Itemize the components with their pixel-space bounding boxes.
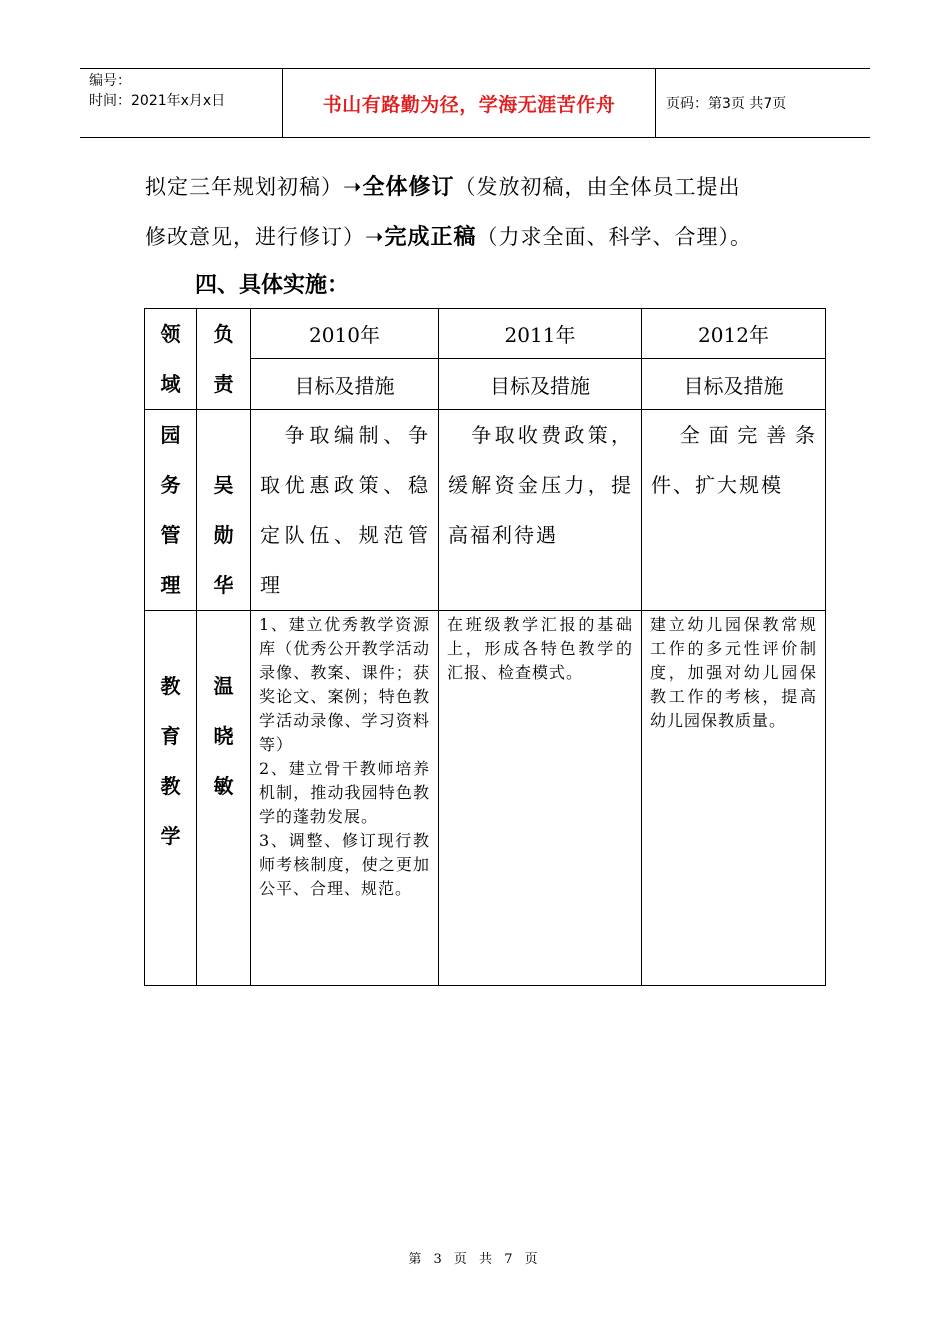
field-char: 务 — [160, 473, 181, 497]
goal-2012-cell: 全面完善条件、扩大规模 — [642, 410, 826, 611]
goal-2011-cell: 在班级教学汇报的基础上，形成各特色教学的汇报、检查模式。 — [439, 611, 642, 986]
arrow-icon: ➝ — [365, 225, 385, 250]
field-cell — [145, 611, 197, 986]
person-char — [197, 410, 250, 460]
person-char: 温 — [213, 674, 234, 698]
field-cell — [145, 410, 197, 611]
page-footer: 第 3 页 共 7 页 — [408, 1252, 542, 1267]
person-char: 负 — [213, 322, 234, 346]
page-header — [80, 68, 870, 138]
emphasis-final: 完成正稿 — [384, 225, 477, 250]
field-char: 教 — [160, 674, 181, 698]
field-char: 理 — [160, 573, 181, 597]
section-title: 四、具体实施： — [195, 273, 350, 298]
field-char: 领 — [160, 322, 181, 346]
person-char: 责 — [213, 372, 234, 396]
text-span: （发放初稿，由全体员工提出 — [454, 175, 741, 199]
list-item: 1、建立优秀教学资源库（优秀公开教学活动录像、教案、课件；获奖论文、案例；特色教学活动录像、学习资料等） — [259, 615, 430, 754]
implementation-table — [144, 308, 826, 986]
header-person — [197, 309, 251, 410]
arrow-icon: ➝ — [343, 175, 363, 200]
person-char: 敏 — [213, 774, 234, 798]
paragraph-line-1 — [145, 170, 825, 201]
text-span: （力求全面、科学、合理）。 — [476, 225, 752, 249]
goal-2010-cell: 争取编制、争取优惠政策、稳定队伍、规范管理 — [251, 410, 439, 611]
field-char: 管 — [160, 523, 181, 547]
paragraph-line-2 — [145, 220, 825, 251]
field-char: 教 — [160, 774, 181, 798]
person-char: 勋 — [213, 523, 234, 547]
field-char — [145, 611, 196, 661]
field-char: 育 — [160, 724, 181, 748]
year-2012: 2012年 — [642, 309, 826, 359]
person-char — [197, 611, 250, 661]
person-cell — [197, 410, 251, 611]
header-meta — [80, 69, 282, 137]
text-span: 拟定三年规划初稿） — [145, 175, 343, 199]
goal-label: 目标及措施 — [251, 359, 439, 410]
list-item: 2、建立骨干教师培养机制，推动我园特色教学的蓬勃发展。 — [259, 759, 430, 826]
header-motto: 书山有路勤为径，学海无涯苦作舟 — [282, 69, 656, 137]
goal-2011-cell: 争取收费政策，缓解资金压力，提高福利待遇 — [439, 410, 642, 611]
year-2011: 2011年 — [439, 309, 642, 359]
field-char: 园 — [160, 423, 181, 447]
field-char: 学 — [160, 824, 181, 848]
header-page-label: 页码：第3页 共7页 — [666, 96, 787, 112]
header-field — [145, 309, 197, 410]
goal-2010-cell — [251, 611, 439, 986]
table-row — [145, 410, 826, 611]
goal-label: 目标及措施 — [439, 359, 642, 410]
year-2010: 2010年 — [251, 309, 439, 359]
person-cell — [197, 611, 251, 986]
field-char: 域 — [160, 372, 181, 396]
goal-2012-cell: 建立幼儿园保教常规工作的多元性评价制度，加强对幼儿园保教工作的考核，提高幼儿园保教质量。 — [642, 611, 826, 986]
goal-label: 目标及措施 — [642, 359, 826, 410]
emphasis-revise: 全体修订 — [362, 175, 455, 200]
person-char: 吴 — [213, 473, 234, 497]
list-item: 3、调整、修订现行教师考核制度，使之更加公平、合理、规范。 — [259, 831, 430, 898]
text-span: 修改意见，进行修订） — [145, 225, 365, 249]
person-char: 华 — [213, 573, 234, 597]
number-label: 编号： — [89, 73, 131, 89]
table-row — [145, 611, 826, 986]
person-char: 晓 — [213, 724, 234, 748]
time-label: 时间：2021年x月x日 — [89, 93, 226, 109]
